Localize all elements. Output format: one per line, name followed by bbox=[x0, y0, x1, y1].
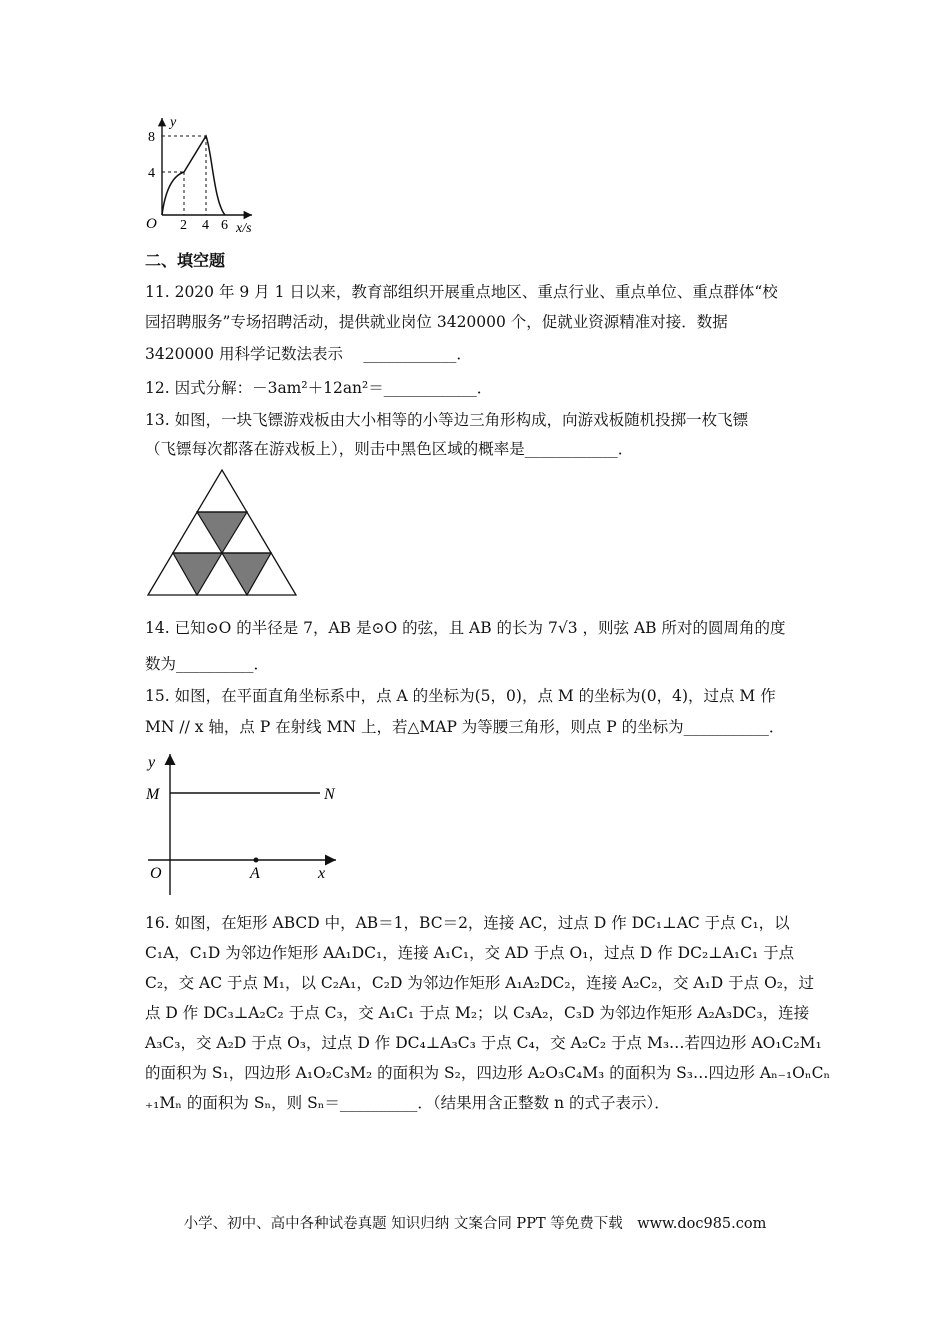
q16-line5: A₃C₃，交 A₂D 于点 O₃，过点 D 作 DC₄⊥A₃C₃ 于点 C₄，交 A₂C₂ 于点 M₃…若四边形 AO₁C₂M₁ bbox=[145, 1034, 822, 1052]
q16-line6: 的面积为 S₁，四边形 A₁O₂C₃M₂ 的面积为 S₂，四边形 A₂O₃C₄M₃ 的面积为 S₃…四边形 Aₙ₋₁OₙCₙ bbox=[145, 1064, 831, 1082]
x-tick-4: 4 bbox=[202, 218, 209, 233]
graph-curve bbox=[162, 136, 225, 215]
x-tick-6: 6 bbox=[221, 218, 228, 233]
q15-line2: MN // x 轴，点 P 在射线 MN 上，若△MAP 为等腰三角形，则点 P 的坐标为___________． bbox=[145, 718, 785, 736]
a-label: A bbox=[250, 865, 260, 882]
y-axis-label: y bbox=[170, 115, 177, 130]
x-label: x bbox=[318, 865, 326, 882]
q16-line3: C₂，交 AC 于点 M₁，以 C₂A₁，C₂D 为邻边作矩形 A₁A₂DC₂，连接 A₂C₂，交 A₁D 于点 O₂，过 bbox=[145, 974, 815, 992]
section-title: 二、填空题 bbox=[145, 251, 226, 270]
y-tick-4: 4 bbox=[148, 166, 155, 181]
point-a bbox=[254, 858, 259, 863]
q11-line3: 3420000 用科学记数法表示 ____________． bbox=[145, 345, 472, 363]
y-label: y bbox=[148, 754, 156, 771]
q11-line1: 11. 2020 年 9 月 1 日以来，教育部组织开展重点地区、重点行业、重点单位、重点群体“校 bbox=[145, 283, 778, 301]
origin-label: O bbox=[146, 216, 157, 232]
origin-label: O bbox=[150, 865, 162, 882]
q16-line2: C₁A，C₁D 为邻边作矩形 AA₁DC₁，连接 A₁C₁，交 AD 于点 O₁，过点 D 作 DC₂⊥A₁C₁ 于点 bbox=[145, 944, 795, 962]
q13-line1: 13. 如图，一块飞镖游戏板由大小相等的小等边三角形构成，向游戏板随机投掷一枚飞镖 bbox=[145, 411, 749, 429]
q13-line2: （飞镖每次都落在游戏板上），则击中黑色区域的概率是____________． bbox=[145, 440, 634, 458]
m-label: M bbox=[146, 786, 160, 803]
q16-line4: 点 D 作 DC₃⊥A₂C₂ 于点 C₃，交 A₁C₁ 于点 M₂；以 C₃A₂，C₃D 为邻边作矩形 A₂A₃DC₃，连接 bbox=[145, 1004, 810, 1022]
coordinate-figure bbox=[140, 750, 350, 900]
x-axis-label: x/s bbox=[236, 221, 252, 236]
y-tick-8: 8 bbox=[148, 130, 155, 145]
q11-line2: 园招聘服务”专场招聘活动，提供就业岗位 3420000 个，促就业资源精准对接．数据 bbox=[145, 313, 728, 331]
speed-time-graph bbox=[140, 112, 265, 237]
q16-line1: 16. 如图，在矩形 ABCD 中，AB＝1，BC＝2，连接 AC，过点 D 作 DC₁⊥AC 于点 C₁，以 bbox=[145, 914, 790, 932]
n-label: N bbox=[324, 786, 335, 803]
q14-line2: 数为__________． bbox=[145, 655, 270, 673]
x-tick-2: 2 bbox=[180, 218, 187, 233]
q16-line7: ₊₁Mₙ 的面积为 Sₙ，则 Sₙ＝__________．（结果用含正整数 n 的式子表示）． bbox=[145, 1094, 670, 1112]
footer-text: 小学、初中、高中各种试卷真题 知识归纳 文案合同 PPT 等免费下载 www.doc985.com bbox=[183, 1216, 767, 1232]
q12-line1: 12. 因式分解：－3am²＋12an²＝____________． bbox=[145, 379, 493, 397]
dartboard-figure bbox=[140, 465, 310, 600]
q15-line1: 15. 如图，在平面直角坐标系中，点 A 的坐标为(5，0)，点 M 的坐标为(0，4)，过点 M 作 bbox=[145, 687, 776, 705]
q14-line1: 14. 已知⊙O 的半径是 7，AB 是⊙O 的弦，且 AB 的长为 7√3 ，则弦 AB 所对的圆周角的度 bbox=[145, 619, 786, 637]
